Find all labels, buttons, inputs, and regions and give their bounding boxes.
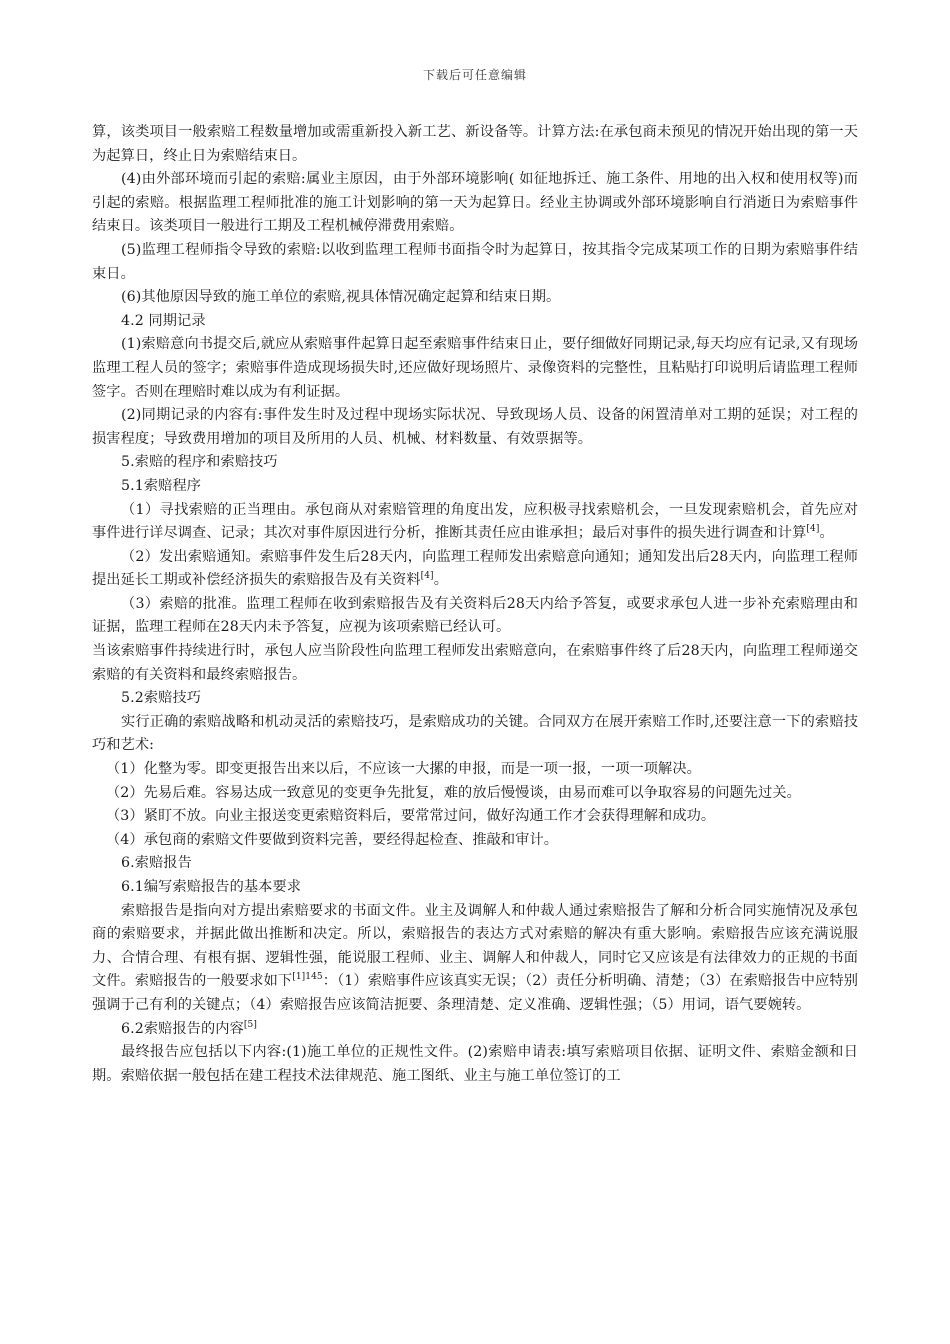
paragraph: 实行正确的索赔战略和机动灵活的索赔技巧，是索赔成功的关键。合同双方在展开索赔工作时,还要注意一下的索赔技巧和艺术:: [92, 713, 858, 754]
paragraph: (6)其他原因导致的施工单位的索赔,视具体情况确定起算和结束日期。: [121, 289, 561, 306]
citation: [5]: [243, 1019, 257, 1030]
page-header: 下载后可任意编辑: [422, 68, 527, 82]
list-item: （3）紧盯不放。向业主报送变更索赔资料后，要常常过问，做好沟通工作才会获得理解和成功。: [106, 808, 716, 825]
section-heading: 5.1索赔程序: [121, 477, 202, 494]
paragraph: 索赔报告是指向对方提出索赔要求的书面文件。业主及调解人和仲裁人通过索赔报告了解和分析合同实施情况及承包商的索赔要求，并据此做出推断和决定。所以，索赔报告的表达方式对索赔的解决有重大影响。索赔报告应该充满说服力、合情合理、有根有据、逻辑性强，能说服工程师、业主、调解人和仲裁人，同时它又应该是有法律效力的正规的书面文件。索赔报告的一般要求如下$^{[1]145}$：（1）索赔事件应该真实无误；（2）责任分析明确、清楚；（3）在索赔报告中应特别强调于己有利的关键点；（4）索赔报告应该简洁扼要、条理清楚、定义准确、逻辑性强；（5）用词，语气要婉转。: [92, 902, 858, 1013]
document-body: [92, 121, 858, 1088]
section-heading: 6.2索赔报告的内容[5]: [121, 1019, 257, 1037]
section-heading: 5.2索赔技巧: [121, 690, 202, 707]
section-heading: 6.1编写索赔报告的基本要求: [121, 879, 302, 895]
paragraph: 最终报告应包括以下内容:(1)施工单位的正规性文件。(2)索赔申请表:填写索赔项目依据、证明文件、索赔金额和日期。索赔依据一般包括在建工程技术法律规范、施工图纸、业主与施工单位签订的工: [92, 1044, 858, 1084]
paragraph: 算，该类项目一般索赔工程数量增加或需重新投入新工艺、新设备等。计算方法:在承包商未预见的情况开始出现的第一天为起算日，终止日为索赔结束日。: [92, 124, 858, 164]
paragraph: （2）发出索赔通知。索赔事件发生后28天内，向监理工程师发出索赔意向通知；通知发出后28天内，向监理工程师提出延长工期或补偿经济损失的索赔报告及有关资料[4]。: [92, 548, 858, 589]
paragraph: （1）寻找索赔的正当理由。承包商从对索赔管理的角度出发，应积极寻找索赔机会，一旦发现索赔机会，首先应对事件进行详尽调查、记录；其次对事件原因进行分析，推断其责任应由谁承担；最后对事件的损失进行调查和计算[4]。: [92, 501, 858, 542]
paragraph: 当该索赔事件持续进行时，承包人应当阶段性向监理工程师发出索赔意向，在索赔事件终了后28天内，向监理工程师递交索赔的有关资料和最终索赔报告。: [92, 643, 858, 683]
paragraph: （3）索赔的批准。监理工程师在收到索赔报告及有关资料后28天内给予答复，或要求承包人进一步补充索赔理由和证据，监理工程师在28天内未予答复，应视为该项索赔已经认可。: [92, 595, 858, 636]
list-item: （4）承包商的索赔文件要做到资料完善，要经得起检查、推敲和审计。: [106, 831, 559, 848]
section-heading: 5.索赔的程序和索赔技巧: [121, 454, 278, 471]
section-heading: 6.索赔报告: [121, 855, 192, 872]
paragraph: (2)同期记录的内容有:事件发生时及过程中现场实际状况、导致现场人员、设备的闲置清单对工期的延误；对工程的损害程度；导致费用增加的项目及所用的人员、机械、材料数量、有效票据等。: [92, 407, 858, 447]
paragraph: (4)由外部环境而引起的索赔:属业主原因，由于外部环境影响( 如征地拆迁、施工条件、用地的出入权和使用权等)而引起的索赔。根据监理工程师批准的施工计划影响的第一天为起算日。经业主协调或外部环境影响自行消逝日为索赔事件结束日。该类项目一般进行工期及工程机械停滞费用索赔。: [92, 171, 858, 235]
citation: [4]: [806, 524, 820, 535]
section-heading: 4.2 同期记录: [121, 312, 206, 329]
list-item: （1）化整为零。即变更报告出来以后，不应该一大摞的申报，而是一项一报，一项一项解决。: [106, 761, 701, 778]
citation: [1]145: [292, 972, 323, 983]
list-item: （2）先易后难。容易达成一致意见的变更争先批复，难的放后慢慢谈，由易而难可以争取容易的问题先过关。: [106, 784, 801, 801]
paragraph: (1)索赔意向书提交后,就应从索赔事件起算日起至索赔事件结束日止，要仔细做好同期记录,每天均应有记录,又有现场监理工程人员的签字；索赔事件造成现场损失时,还应做好现场照片、录像资料的完整性，且粘贴打印说明后请监理工程师签字。否则在理赔时难以成为有利证据。: [92, 336, 858, 400]
citation: [4]: [420, 571, 434, 582]
paragraph: (5)监理工程师指令导致的索赔:以收到监理工程师书面指令时为起算日，按其指令完成某项工作的日期为索赔事件结束日。: [92, 241, 858, 282]
